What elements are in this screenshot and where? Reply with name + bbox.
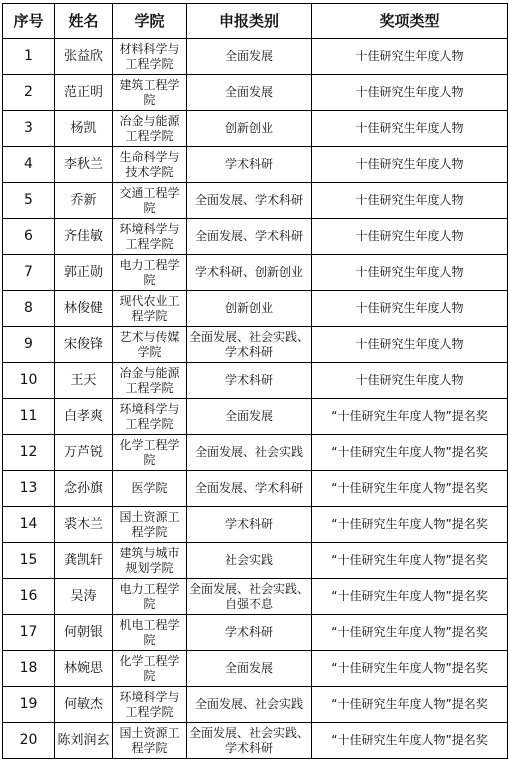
row-name: 林婉思 (63, 661, 103, 676)
table-row (3, 399, 508, 435)
row-college: 建筑与城市规划学院 (119, 545, 180, 575)
row-index: 13 (19, 480, 38, 496)
row-award: “十佳研究生年度人物”提名奖 (331, 625, 488, 639)
row-award: 十佳研究生年度人物 (355, 301, 464, 315)
row-category: 全面发展、学术科研 (194, 481, 303, 495)
row-index: 15 (19, 552, 38, 568)
row-category: 全面发展、社会实践、自强不息 (189, 581, 310, 611)
row-category: 创新创业 (224, 121, 273, 135)
row-name: 范正明 (63, 85, 103, 100)
table-row (3, 183, 508, 219)
row-category: 创新创业 (224, 301, 273, 315)
table-row (3, 255, 508, 291)
row-name: 念孙旗 (63, 481, 103, 496)
row-name: 万芦锐 (63, 445, 103, 460)
row-award: “十佳研究生年度人物”提名奖 (331, 589, 488, 603)
row-index: 16 (19, 588, 38, 604)
table-row (3, 723, 508, 759)
table-row (3, 579, 508, 615)
row-index: 11 (19, 408, 38, 424)
row-index: 8 (24, 300, 33, 316)
award-table (2, 3, 508, 759)
row-college: 电力工程学院 (119, 581, 180, 611)
row-index: 4 (24, 156, 33, 172)
row-college: 冶金与能源工程学院 (119, 365, 180, 395)
table-row (3, 507, 508, 543)
row-name: 齐佳敏 (63, 229, 103, 244)
header-college: 学院 (113, 4, 187, 39)
table-row (3, 363, 508, 399)
row-category: 全面发展 (224, 49, 273, 63)
row-award: 十佳研究生年度人物 (355, 373, 464, 387)
row-name: 龚凯轩 (63, 553, 103, 568)
row-name: 张益欣 (63, 49, 103, 64)
row-category: 学术科研 (224, 517, 273, 531)
row-index: 5 (24, 192, 33, 208)
row-index: 9 (24, 336, 33, 352)
table-row (3, 687, 508, 723)
table-row (3, 651, 508, 687)
row-award: 十佳研究生年度人物 (355, 265, 464, 279)
row-college: 环境科学与工程学院 (119, 689, 180, 719)
row-award: “十佳研究生年度人物”提名奖 (331, 445, 488, 459)
row-index: 17 (19, 624, 38, 640)
row-college: 医学院 (131, 481, 168, 495)
row-category: 学术科研、创新创业 (194, 265, 303, 279)
row-college: 环境科学与工程学院 (119, 401, 180, 431)
table-row (3, 39, 508, 75)
row-award: “十佳研究生年度人物”提名奖 (331, 553, 488, 567)
table-row (3, 147, 508, 183)
row-college: 电力工程学院 (119, 257, 180, 287)
row-name: 陈刘润玄 (57, 733, 110, 748)
row-category: 全面发展、社会实践 (194, 445, 303, 459)
row-award: “十佳研究生年度人物”提名奖 (331, 697, 488, 711)
row-index: 2 (24, 84, 33, 100)
row-category: 全面发展、学术科研 (194, 193, 303, 207)
row-index: 7 (24, 264, 33, 280)
row-category: 全面发展、社会实践 (194, 697, 303, 711)
row-college: 艺术与传媒学院 (119, 329, 180, 359)
row-college: 材料科学与工程学院 (119, 41, 180, 71)
row-award: 十佳研究生年度人物 (355, 121, 464, 135)
row-award: 十佳研究生年度人物 (355, 49, 464, 63)
row-category: 全面发展 (224, 409, 273, 423)
row-index: 3 (24, 120, 33, 136)
header-index: 序号 (3, 4, 55, 39)
row-index: 14 (19, 516, 38, 532)
table-row (3, 327, 508, 363)
row-category: 全面发展 (224, 661, 273, 675)
row-college: 冶金与能源工程学院 (119, 113, 180, 143)
row-category: 社会实践 (224, 553, 273, 567)
row-index: 18 (19, 660, 38, 676)
row-name: 白孝爽 (63, 409, 103, 424)
table-row (3, 543, 508, 579)
row-category: 全面发展 (224, 85, 273, 99)
table-row (3, 615, 508, 651)
row-category: 学术科研 (224, 373, 273, 387)
row-award: “十佳研究生年度人物”提名奖 (331, 517, 488, 531)
row-college: 化学工程学院 (119, 653, 180, 683)
row-name: 李秋兰 (63, 157, 103, 172)
row-name: 杨凯 (70, 121, 97, 136)
row-award: 十佳研究生年度人物 (355, 229, 464, 243)
row-name: 郭正勋 (63, 265, 103, 280)
header-row (3, 4, 508, 39)
row-award: 十佳研究生年度人物 (355, 85, 464, 99)
table-row (3, 75, 508, 111)
row-category: 学术科研 (224, 625, 273, 639)
row-index: 12 (19, 444, 38, 460)
table-row (3, 471, 508, 507)
row-award: 十佳研究生年度人物 (355, 157, 464, 171)
row-category: 全面发展、学术科研 (194, 229, 303, 243)
row-index: 10 (19, 372, 38, 388)
row-name: 宋俊锋 (63, 337, 103, 352)
row-award: “十佳研究生年度人物”提名奖 (331, 733, 488, 747)
row-name: 何敏杰 (63, 697, 103, 712)
row-college: 国土资源工程学院 (119, 509, 180, 539)
row-name: 吴涛 (70, 589, 97, 604)
row-category: 全面发展、社会实践、学术科研 (189, 329, 310, 359)
row-name: 王天 (70, 373, 97, 388)
header-award: 奖项类型 (312, 4, 508, 39)
row-award: “十佳研究生年度人物”提名奖 (331, 409, 488, 423)
row-college: 国土资源工程学院 (119, 725, 180, 755)
table-body (3, 39, 508, 759)
row-college: 化学工程学院 (119, 437, 180, 467)
row-index: 20 (19, 732, 38, 748)
row-award: 十佳研究生年度人物 (355, 337, 464, 351)
row-award: “十佳研究生年度人物”提名奖 (331, 661, 488, 675)
row-index: 1 (24, 48, 33, 64)
row-category: 学术科研 (224, 157, 273, 171)
row-college: 建筑工程学院 (119, 77, 180, 107)
row-college: 现代农业工程学院 (119, 293, 180, 323)
row-name: 乔新 (70, 193, 97, 208)
header-category: 申报类别 (187, 4, 312, 39)
row-name: 林俊健 (63, 301, 103, 316)
row-college: 生命科学与技术学院 (119, 149, 180, 179)
row-index: 19 (19, 696, 38, 712)
row-index: 6 (24, 228, 33, 244)
row-award: “十佳研究生年度人物”提名奖 (331, 481, 488, 495)
row-name: 裘木兰 (63, 517, 103, 532)
table-row (3, 291, 508, 327)
row-college: 机电工程学院 (119, 617, 180, 647)
row-college: 交通工程学院 (119, 185, 180, 215)
table-row (3, 111, 508, 147)
row-award: 十佳研究生年度人物 (355, 193, 464, 207)
table-row (3, 435, 508, 471)
row-college: 环境科学与工程学院 (119, 221, 180, 251)
row-name: 何朝银 (63, 625, 103, 640)
header-name: 姓名 (55, 4, 113, 39)
table-row (3, 219, 508, 255)
row-category: 全面发展、社会实践、学术科研 (189, 725, 310, 755)
